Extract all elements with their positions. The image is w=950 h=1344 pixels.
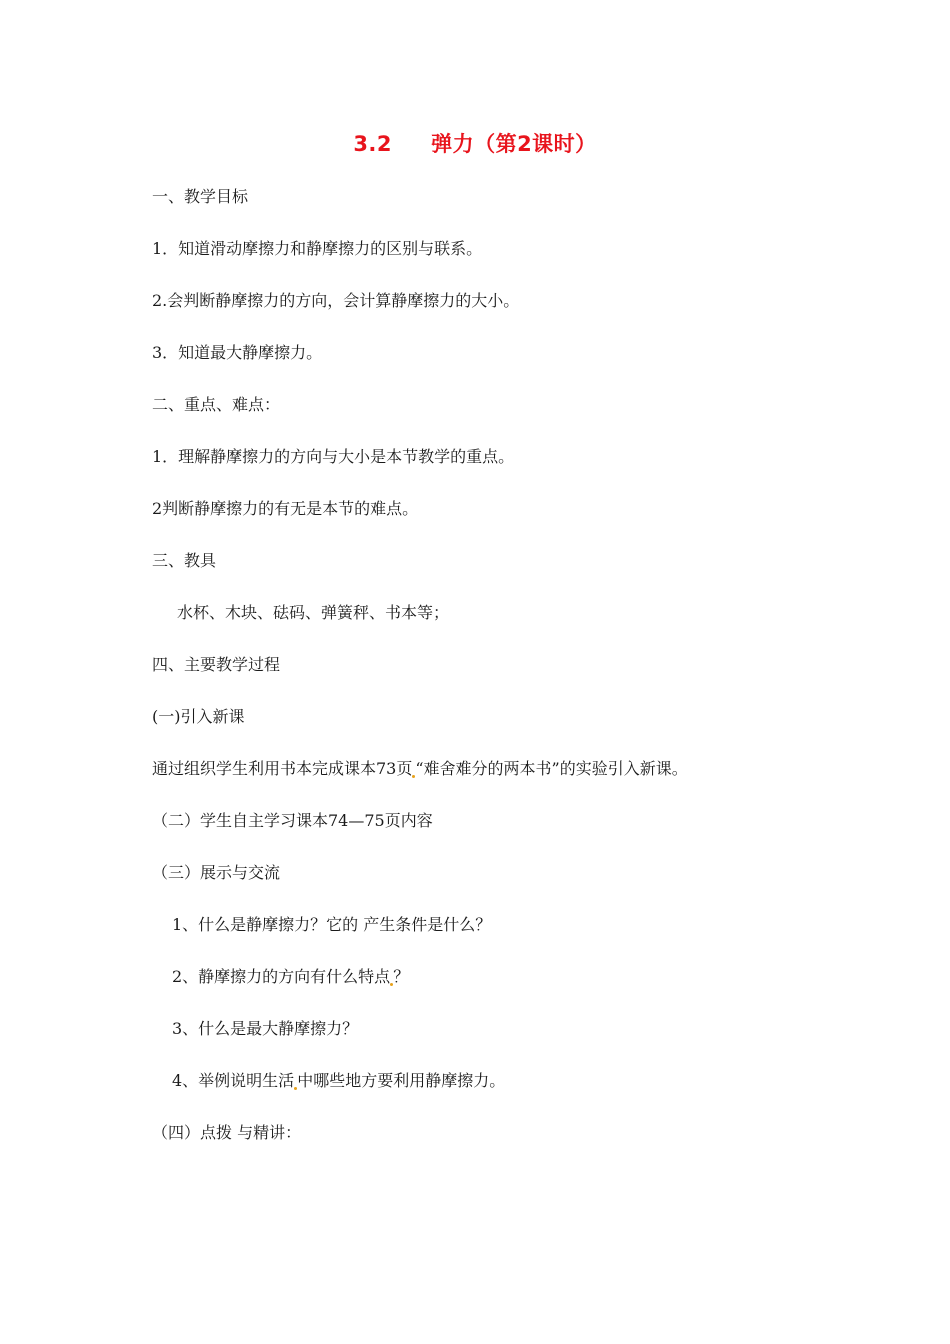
question-item-3: 3、什么是最大静摩擦力？	[172, 1019, 359, 1038]
subsection-self-study: （二）学生自主学习课本74—75页内容	[152, 811, 433, 830]
question-item-2	[172, 966, 409, 988]
subsection-presentation: （三）展示与交流	[152, 863, 281, 882]
objective-item-3: 3．知道最大静摩擦力。	[152, 343, 323, 362]
section-heading-materials: 三、教具	[152, 551, 217, 570]
question-item-4-part-2: 中哪些地方要利用静摩擦力。	[297, 1071, 506, 1090]
subsection-introduction: (一)引入新课	[152, 707, 245, 726]
section-heading-objectives: 一、教学目标	[152, 187, 249, 206]
page-title: 3.2 弹力（第2课时）	[353, 132, 597, 156]
key-point-item-1: 1．理解静摩擦力的方向与大小是本节教学的重点。	[152, 447, 515, 466]
subsection-guidance: （四）点拨 与精讲：	[152, 1123, 302, 1142]
introduction-text	[152, 758, 688, 780]
introduction-text-part-1: 通过组织学生利用书本完成课本73页	[152, 759, 413, 778]
introduction-text-part-2: “难舍难分的两本书”的实验引入新课。	[415, 759, 688, 778]
materials-list: 水杯、木块、砝码、弹簧秤、书本等；	[177, 603, 450, 622]
question-item-4-part-1: 4、举例说明生活	[172, 1071, 295, 1090]
question-item-4	[172, 1070, 505, 1092]
question-item-2-mark: ？	[393, 967, 410, 986]
question-item-2-text: 2、静摩擦力的方向有什么特点	[172, 967, 391, 986]
key-point-item-2: 2判断静摩擦力的有无是本节的难点。	[152, 499, 419, 518]
objective-item-2: 2.会判断静摩擦力的方向，会计算静摩擦力的大小。	[152, 291, 520, 310]
question-item-1: 1、什么是静摩擦力？它的 产生条件是什么？	[172, 915, 492, 934]
section-heading-process: 四、主要教学过程	[152, 655, 281, 674]
section-heading-key-points: 二、重点、难点：	[152, 395, 281, 414]
objective-item-1: 1．知道滑动摩擦力和静摩擦力的区别与联系。	[152, 239, 483, 258]
